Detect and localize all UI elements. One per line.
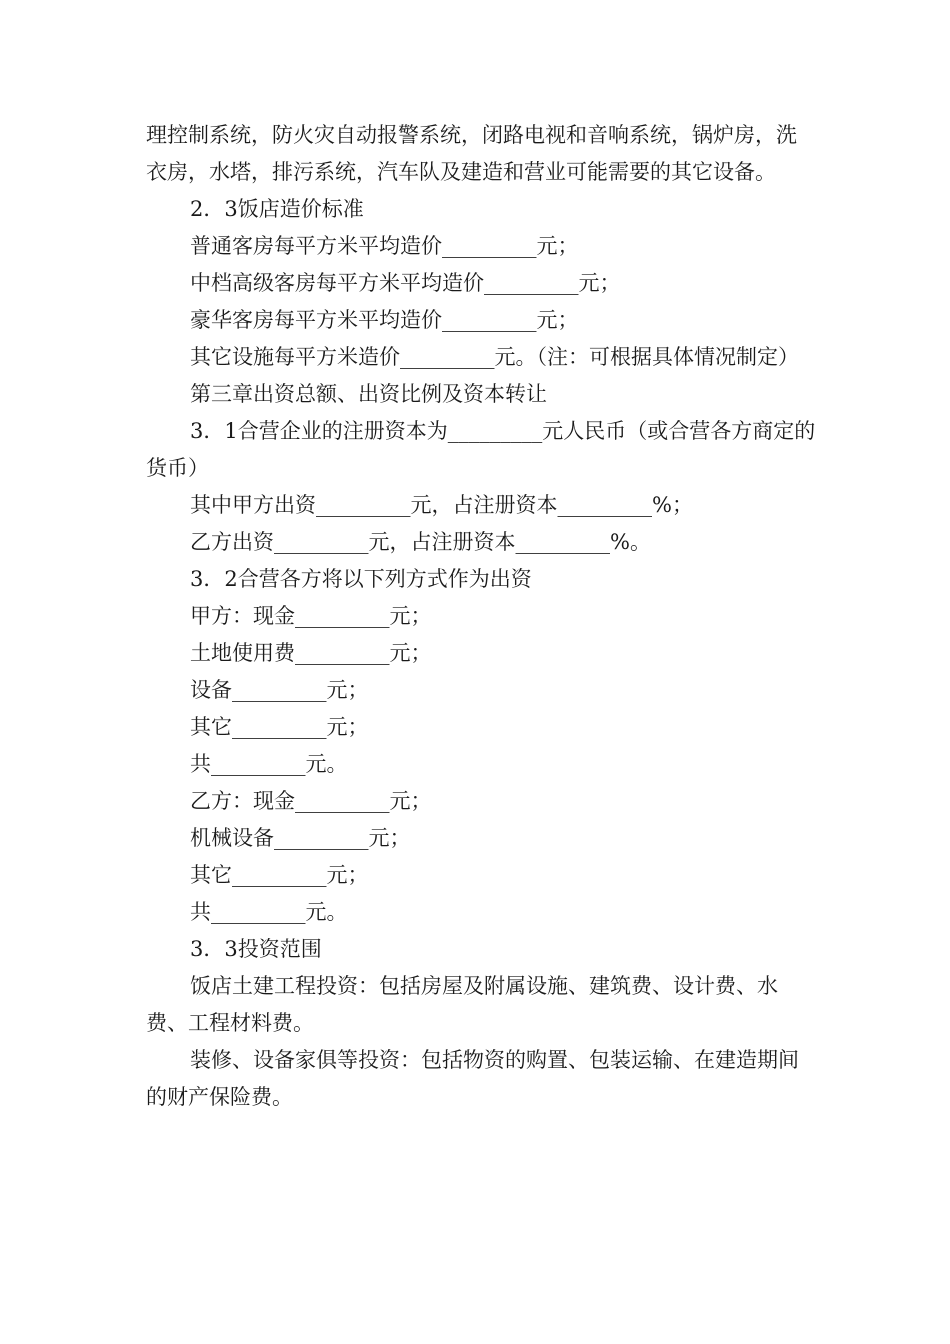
line-party-a-cash: 甲方：现金_________元； xyxy=(190,604,432,628)
heading-investment-scope: 3．3投资范围 xyxy=(190,937,322,961)
line-party-b-machinery: 机械设备_________元； xyxy=(190,826,411,850)
paragraph-decoration-investment: 装修、设备家俱等投资：包括物资的购置、包装运输、在建造期间的财产保险费。 xyxy=(146,1048,799,1109)
line-other-facilities-cost: 其它设施每平方米造价_________元。（注：可根据具体情况制定） xyxy=(190,345,799,369)
heading-hotel-cost-standard: 2．3饭店造价标准 xyxy=(190,197,364,221)
paragraph-civil-engineering-investment: 饭店土建工程投资：包括房屋及附属设施、建筑费、设计费、水费、工程材料费。 xyxy=(146,974,778,1035)
line-standard-room-cost: 普通客房每平方米平均造价_________元； xyxy=(190,234,579,258)
line-party-b-other: 其它_________元； xyxy=(190,863,369,887)
heading-contribution-method: 3．2合营各方将以下列方式作为出资 xyxy=(190,567,532,591)
line-party-b-total: 共_________元。 xyxy=(190,900,348,924)
line-land-use-fee: 土地使用费_________元； xyxy=(190,641,432,665)
line-party-b-contribution: 乙方出资_________元，占注册资本_________%。 xyxy=(190,530,651,554)
document-page xyxy=(146,117,816,1116)
line-party-a-other: 其它_________元； xyxy=(190,715,369,739)
clause-registered-capital: 3．1合营企业的注册资本为_________元人民币（或合营各方商定的货币） xyxy=(146,419,816,480)
chapter-three-title: 第三章出资总额、出资比例及资本转让 xyxy=(190,382,547,406)
line-party-a-total: 共_________元。 xyxy=(190,752,348,776)
line-mid-room-cost: 中档高级客房每平方米平均造价_________元； xyxy=(190,271,621,295)
line-party-a-contribution: 其中甲方出资_________元，占注册资本_________%； xyxy=(190,493,693,517)
line-party-b-cash: 乙方：现金_________元； xyxy=(190,789,432,813)
paragraph-equipment-list: 理控制系统，防火灾自动报警系统，闭路电视和音响系统，锅炉房，洗衣房，水塔，排污系统，汽车队及建造和营业可能需要的其它设备。 xyxy=(146,123,797,184)
line-luxury-room-cost: 豪华客房每平方米平均造价_________元； xyxy=(190,308,579,332)
line-party-a-equipment: 设备_________元； xyxy=(190,678,369,702)
